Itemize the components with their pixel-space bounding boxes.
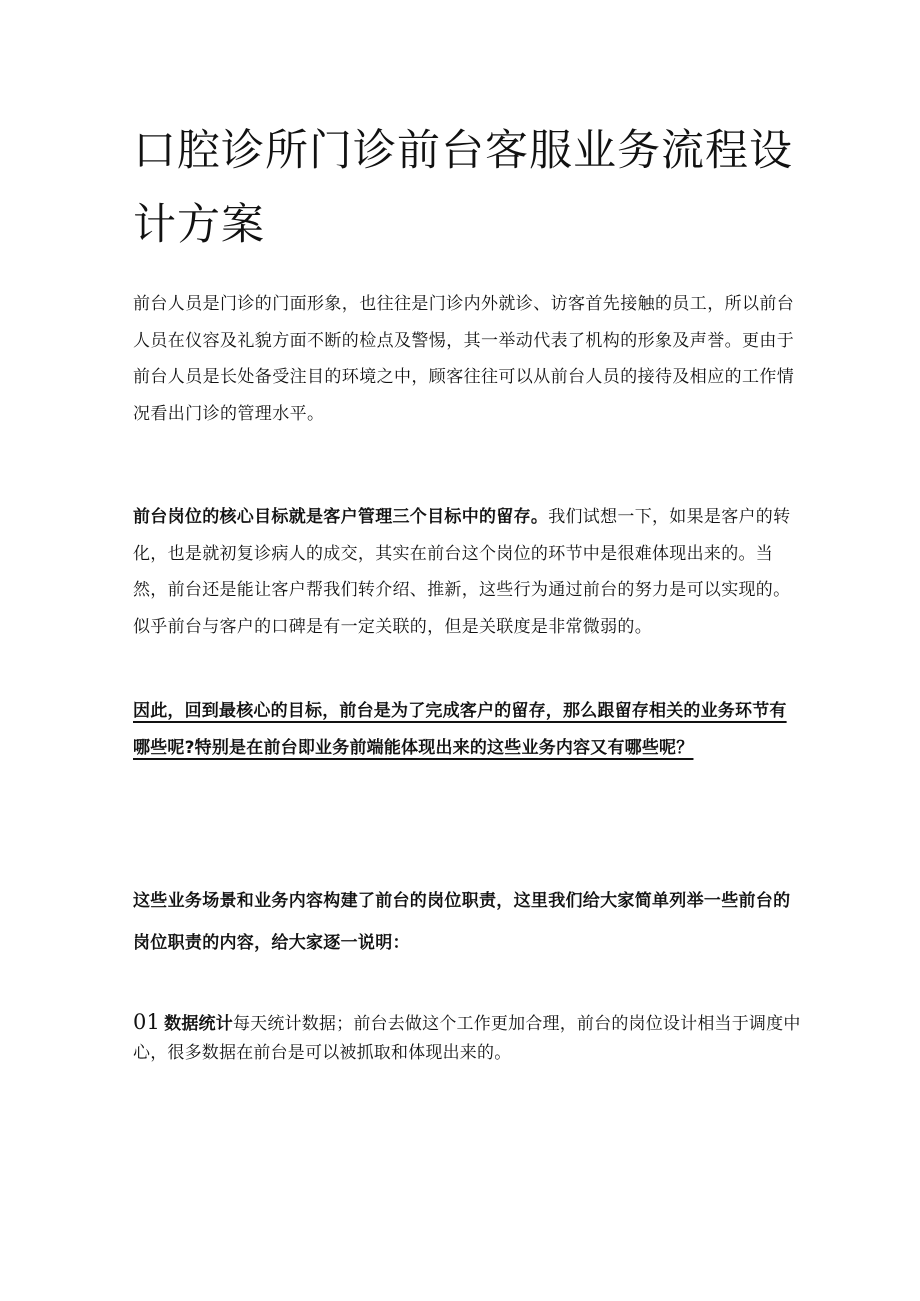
document-title: 口腔诊所门诊前台客服业务流程设计方案 [133, 126, 793, 250]
list-item-data-statistics [133, 1008, 801, 1068]
list-item-label: 数据统计 [164, 1014, 233, 1034]
question-paragraph [133, 693, 801, 767]
question-underlined-text: 因此，回到最核心的目标，前台是为了完成客户的留存，那么跟留存相关的业务环节有哪些呢?特别是在前台即业务前端能体现出来的这些业务内容又有哪些呢？ [133, 701, 787, 758]
core-goal-body-text: 我们试想一下，如果是客户的转化，也是就初复诊病人的成交，其实在前台这个岗位的环节中是很难体现出来的。当然，前台还是能让客户帮我们转介绍、推新，这些行为通过前台的努力是可以实现的。似乎前台与客户的口碑是有一定关联的，但是关联度是非常微弱的。 [133, 507, 791, 637]
core-goal-paragraph [133, 499, 801, 645]
list-item-text: 每天统计数据；前台去做这个工作更加合理，前台的岗位设计相当于调度中心，很多数据在前台是可以被抓取和体现出来的。 [133, 1014, 801, 1063]
core-goal-bold-text: 前台岗位的核心目标就是客户管理三个目标中的留存。 [133, 507, 549, 527]
list-item-number: 01 [133, 1010, 161, 1034]
intro-paragraph: 前台人员是门诊的门面形象，也往往是门诊内外就诊、访客首先接触的员工，所以前台人员在仪容及礼貌方面不断的检点及警惕，其一举动代表了机构的形象及声誉。更由于前台人员是长处备受注目的环境之中，顾客往往可以从前台人员的接待及相应的工作情况看出门诊的管理水平。 [133, 294, 795, 424]
duties-intro-paragraph: 这些业务场景和业务内容构建了前台的岗位职责，这里我们给大家简单列举一些前台的岗位职责的内容，给大家逐一说明： [133, 891, 791, 953]
